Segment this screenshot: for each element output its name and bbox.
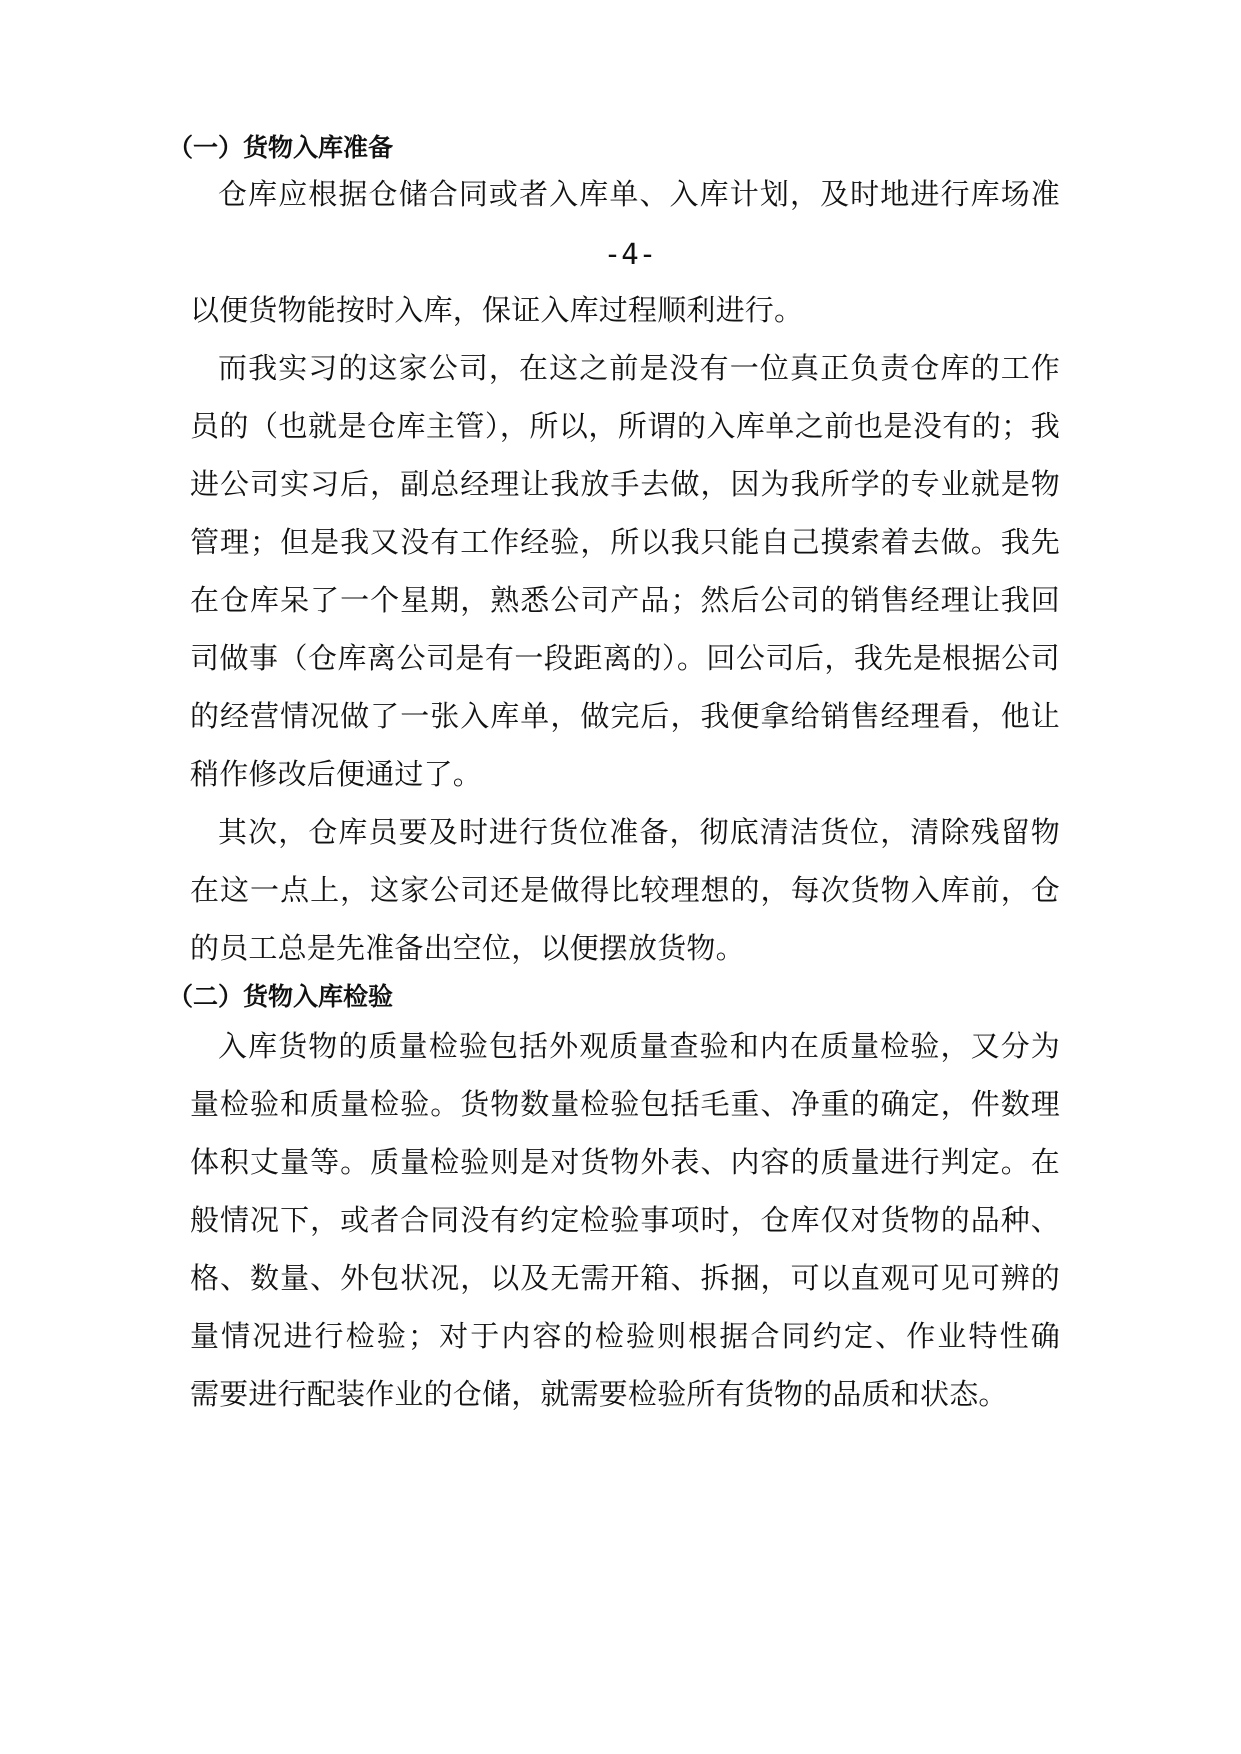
paragraph-line: 般情况下，或者合同没有约定检验事项时，仓库仅对货物的品种、	[190, 1203, 1060, 1237]
paragraph-line: 进公司实习后，副总经理让我放手去做，因为我所学的专业就是物	[190, 467, 1060, 501]
paragraph-line: 而我实习的这家公司，在这之前是没有一位真正负责仓库的工作	[218, 351, 1060, 385]
paragraph-line: 以便货物能按时入库，保证入库过程顺利进行。	[190, 293, 804, 327]
paragraph-line: 稍作修改后便通过了。	[190, 757, 483, 791]
section-heading-1: （一）货物入库准备	[168, 133, 394, 162]
paragraph-line: 入库货物的质量检验包括外观质量查验和内在质量检验，又分为	[218, 1029, 1060, 1063]
paragraph-line: 量情况进行检验；对于内容的检验则根据合同约定、作业特性确	[190, 1319, 1060, 1353]
paragraph-line: 需要进行配装作业的仓储，就需要检验所有货物的品质和状态。	[190, 1377, 1008, 1411]
paragraph-line: 管理；但是我又没有工作经验，所以我只能自己摸索着去做。我先	[190, 525, 1060, 559]
paragraph-line: 的员工总是先准备出空位，以便摆放货物。	[190, 931, 745, 965]
section-heading-2: （二）货物入库检验	[168, 982, 394, 1011]
paragraph-line: 司做事（仓库离公司是有一段距离的）。回公司后，我先是根据公司	[190, 641, 1060, 675]
paragraph-line: 员的（也就是仓库主管），所以，所谓的入库单之前也是没有的；我	[190, 409, 1060, 443]
paragraph-line: 量检验和质量检验。货物数量检验包括毛重、净重的确定，件数理	[190, 1087, 1060, 1121]
paragraph-line: 其次，仓库员要及时进行货位准备，彻底清洁货位，清除残留物	[218, 815, 1060, 849]
paragraph-line: 体积丈量等。质量检验则是对货物外表、内容的质量进行判定。在	[190, 1145, 1060, 1179]
paragraph-line: 格、数量、外包状况，以及无需开箱、拆捆，可以直观可见可辨的	[190, 1261, 1060, 1295]
paragraph-line: 仓库应根据仓储合同或者入库单、入库计划，及时地进行库场准	[218, 177, 1060, 211]
paragraph-line: 在仓库呆了一个星期，熟悉公司产品；然后公司的销售经理让我回	[190, 583, 1060, 617]
paragraph-line: 的经营情况做了一张入库单，做完后，我便拿给销售经理看，他让	[190, 699, 1060, 733]
paragraph-line: 在这一点上，这家公司还是做得比较理想的，每次货物入库前，仓	[190, 873, 1060, 907]
page-number: -4-	[603, 237, 657, 271]
